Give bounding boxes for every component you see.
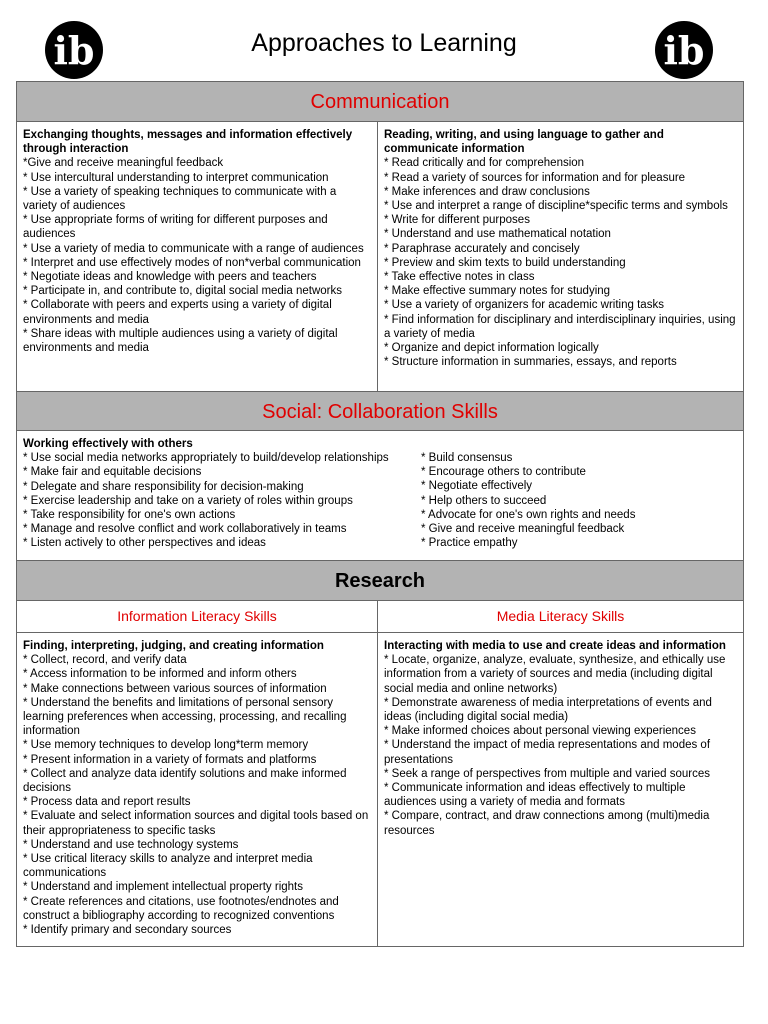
list-item: * Take responsibility for one's own actions: [23, 509, 236, 522]
research-title: Research: [17, 561, 743, 601]
list-item: * Make effective summary notes for studying: [384, 285, 611, 298]
list-item: * Organize and depict information logically: [384, 342, 599, 355]
research-right-heading: Interacting with media to use and create ideas and information: [384, 640, 726, 652]
list-item: * Structure information in summaries, essays, and reports: [384, 356, 677, 369]
communication-left-heading: Exchanging thoughts, messages and information effectively through interaction: [23, 129, 353, 156]
communication-right-list: [384, 156, 737, 369]
list-item: * Use intercultural understanding to interpret communication: [23, 171, 329, 184]
research-right-column: [378, 633, 743, 947]
list-item: * Take effective notes in class: [384, 271, 535, 284]
list-item: * Build consensus: [421, 452, 513, 464]
ib-logo-text: ib: [663, 28, 705, 73]
list-item: * Understand and implement intellectual property rights: [23, 881, 303, 894]
collaboration-right-list: [421, 451, 731, 550]
list-item: * Make fair and equitable decisions: [23, 466, 202, 479]
collaboration-section: [16, 391, 744, 561]
research-right-list: [384, 653, 737, 838]
list-item: * Paraphrase accurately and concisely: [384, 242, 580, 255]
list-item: * Negotiate ideas and knowledge with peers and teachers: [23, 271, 317, 284]
collaboration-right-column: [421, 437, 731, 551]
list-item: * Use a variety of media to communicate with a range of audiences: [23, 242, 364, 255]
list-item: * Create references and citations, use footnotes/endnotes and construct a bibliography according to recognized conventions: [23, 895, 339, 922]
communication-title: Communication: [17, 82, 743, 122]
communication-right-heading: Reading, writing, and using language to gather and communicate information: [384, 129, 664, 156]
list-item: * Seek a range of perspectives from multiple and varied sources: [384, 767, 710, 780]
communication-left-list: [23, 156, 371, 355]
list-item: *Give and receive meaningful feedback: [23, 157, 224, 170]
list-item: * Access information to be informed and inform others: [23, 668, 297, 681]
list-item: * Make informed choices about personal viewing experiences: [384, 725, 696, 738]
list-item: * Negotiate effectively: [421, 480, 533, 493]
list-item: * Understand and use mathematical notation: [384, 228, 611, 241]
collaboration-left-list: [23, 451, 421, 550]
list-item: * Write for different purposes: [384, 214, 530, 227]
page-title: Approaches to Learning: [251, 29, 517, 57]
list-item: * Collaborate with peers and experts using a variety of digital environments and media: [23, 299, 332, 326]
list-item: * Use a variety of organizers for academic writing tasks: [384, 299, 664, 312]
research-left-heading: Finding, interpreting, judging, and creating information: [23, 640, 324, 652]
list-item: * Compare, contract, and draw connections among (multi)media resources: [384, 810, 710, 837]
list-item: * Identify primary and secondary sources: [23, 924, 232, 937]
list-item: * Collect, record, and verify data: [23, 654, 187, 667]
collaboration-title: Social: Collaboration Skills: [17, 391, 743, 431]
communication-left-column: [17, 122, 378, 391]
collaboration-left-column: [23, 437, 421, 551]
list-item: * Understand the impact of media representations and modes of presentations: [384, 739, 711, 766]
list-item: * Use and interpret a range of discipline*specific terms and symbols: [384, 200, 728, 213]
list-item: * Process data and report results: [23, 796, 191, 809]
list-item: * Encourage others to contribute: [421, 466, 586, 479]
list-item: * Interpret and use effectively modes of non*verbal communication: [23, 256, 361, 269]
list-item: * Read a variety of sources for information and for pleasure: [384, 171, 686, 184]
list-item: * Practice empathy: [421, 537, 518, 550]
research-section: [16, 560, 744, 947]
ib-logo-text: ib: [53, 28, 95, 73]
list-item: * Find information for disciplinary and interdisciplinary inquiries, using a variety of media: [384, 313, 736, 340]
information-literacy-title: Information Literacy Skills: [17, 601, 378, 632]
list-item: * Help others to succeed: [421, 494, 547, 507]
list-item: * Read critically and for comprehension: [384, 157, 585, 170]
list-item: * Use social media networks appropriately to build/develop relationships: [23, 452, 389, 465]
communication-section: [16, 81, 744, 392]
list-item: * Give and receive meaningful feedback: [421, 523, 625, 536]
list-item: * Make connections between various sources of information: [23, 682, 327, 695]
list-item: * Understand and use technology systems: [23, 838, 239, 851]
list-item: * Demonstrate awareness of media interpretations of events and ideas (including digital social media): [384, 696, 712, 724]
list-item: * Evaluate and select information sources and digital tools based on their appropriateness to specific tasks: [23, 810, 369, 837]
list-item: * Locate, organize, analyze, evaluate, synthesize, and ethically use information from a variety of sources and media (including digital social media and online networks): [384, 654, 726, 695]
list-item: * Share ideas with multiple audiences using a variety of digital environments and media: [23, 327, 338, 355]
list-item: * Preview and skim texts to build understanding: [384, 256, 626, 269]
list-item: * Manage and resolve conflict and work collaboratively in teams: [23, 523, 347, 536]
list-item: * Listen actively to other perspectives and ideas: [23, 537, 266, 550]
list-item: * Advocate for one's own rights and needs: [421, 508, 636, 521]
list-item: * Present information in a variety of formats and platforms: [23, 753, 317, 766]
research-left-column: [17, 633, 378, 947]
list-item: * Participate in, and contribute to, digital social media networks: [23, 285, 342, 298]
list-item: * Exercise leadership and take on a variety of roles within groups: [23, 494, 353, 507]
list-item: * Use appropriate forms of writing for different purposes and audiences: [23, 214, 328, 241]
list-item: * Understand the benefits and limitations of personal sensory learning preferences when accessing, processing, and recalling information: [23, 696, 347, 738]
collaboration-heading: Working effectively with others: [23, 438, 193, 450]
list-item: * Communicate information and ideas effectively to multiple audiences using a variety of media and formats: [384, 782, 686, 809]
list-item: * Use critical literacy skills to analyze and interpret media communications: [23, 853, 313, 880]
research-left-list: [23, 653, 371, 937]
media-literacy-title: Media Literacy Skills: [496, 608, 625, 624]
list-item: * Use a variety of speaking techniques to communicate with a variety of audiences: [23, 185, 337, 213]
list-item: * Make inferences and draw conclusions: [384, 185, 590, 198]
list-item: * Delegate and share responsibility for decision-making: [23, 480, 304, 493]
list-item: * Collect and analyze data identify solutions and make informed decisions: [23, 767, 347, 795]
list-item: * Use memory techniques to develop long*term memory: [23, 739, 309, 752]
communication-right-column: [378, 122, 743, 391]
